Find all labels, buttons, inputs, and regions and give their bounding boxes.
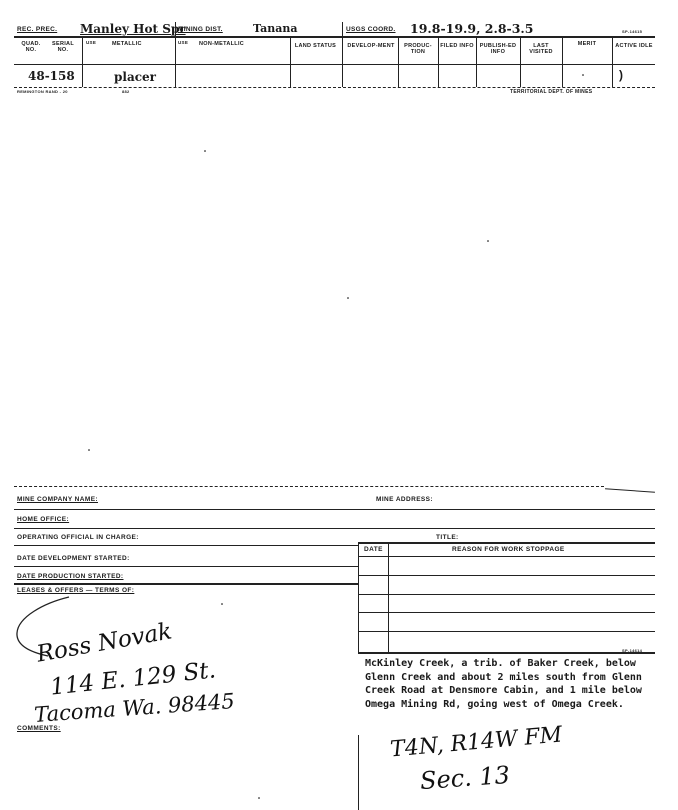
date-col-header: DATE bbox=[364, 546, 383, 553]
vline bbox=[175, 22, 176, 87]
table-rule bbox=[358, 594, 655, 595]
vline bbox=[562, 37, 563, 87]
usgs-value: 19.8-19.9, 2.8-3.5 bbox=[410, 21, 534, 36]
col-use: USE bbox=[86, 40, 97, 45]
col-production: PRODUC-TION bbox=[404, 43, 432, 55]
scan-speck bbox=[88, 449, 90, 451]
usgs-label: USGS COORD. bbox=[346, 26, 396, 33]
mine-address-label: MINE ADDRESS: bbox=[376, 496, 433, 503]
printer-label: REMINGTON RAND - 20 bbox=[17, 89, 68, 94]
vline bbox=[398, 37, 399, 87]
home-office-label: HOME OFFICE: bbox=[17, 516, 70, 523]
col-filed-info: FILED INFO bbox=[440, 43, 474, 49]
form-number-2: SP-14614 bbox=[622, 648, 643, 653]
column-rule bbox=[14, 64, 655, 65]
scan-speck bbox=[258, 797, 260, 799]
date-production-label: DATE PRODUCTION STARTED: bbox=[17, 573, 124, 580]
district-value: Tanana bbox=[253, 22, 298, 35]
col-development: DEVELOP-MENT bbox=[347, 43, 395, 49]
printer-code: 882 bbox=[122, 89, 130, 94]
col-serial-no: SERIAL NO. bbox=[52, 41, 74, 53]
mine-company-label: MINE COMPANY NAME: bbox=[17, 496, 98, 503]
scan-speck bbox=[487, 240, 489, 242]
record-metallic: placer bbox=[114, 70, 156, 84]
date-development-label: DATE DEVELOPMENT STARTED: bbox=[17, 555, 130, 562]
district-label: MINING DIST. bbox=[178, 26, 223, 33]
comment-divider bbox=[358, 735, 359, 810]
reason-col-header: REASON FOR WORK STOPPAGE bbox=[452, 546, 565, 553]
owner-name: Ross Novak bbox=[34, 618, 174, 668]
table-bottom-rule bbox=[358, 652, 655, 654]
owner-city: Tacoma Wa. 98445 bbox=[33, 689, 236, 727]
location-note: McKinley Creek, a trib. of Baker Creek, below Glenn Creek and about 2 miles south from Glenn Creek Road at Densmore Cabin, and 1 mile below Omega Mining Rd, going west of Omega Creek. bbox=[365, 658, 642, 710]
col-active-idle: ACTIVE IDLE bbox=[615, 43, 653, 49]
col-use-2: USE bbox=[178, 40, 189, 45]
col-last-visited: LAST VISITED bbox=[529, 43, 553, 55]
form-number: SP-14615 bbox=[622, 29, 643, 34]
top-dashed-rule bbox=[14, 486, 604, 487]
row-rule bbox=[14, 583, 358, 585]
leases-label: LEASES & OFFERS — TERMS OF: bbox=[17, 587, 135, 594]
vline bbox=[476, 37, 477, 87]
owner-street: 114 E. 129 St. bbox=[49, 657, 218, 701]
header-rule bbox=[14, 36, 655, 38]
row-rule bbox=[14, 528, 655, 529]
record-bottom-rule bbox=[14, 87, 655, 88]
col-non-metallic: NON-METALLIC bbox=[199, 41, 245, 47]
col-quad-no: QUAD. NO. bbox=[21, 41, 41, 53]
col-merit: MERIT bbox=[577, 41, 597, 47]
row-rule bbox=[14, 545, 358, 546]
row-rule bbox=[14, 566, 358, 567]
scan-speck bbox=[347, 297, 349, 299]
row-rule bbox=[14, 509, 655, 510]
table-left-border bbox=[358, 542, 359, 653]
title-label: TITLE: bbox=[436, 534, 459, 541]
vline bbox=[612, 37, 613, 87]
col-metallic: METALLIC bbox=[112, 41, 142, 47]
merit-mark bbox=[582, 74, 584, 76]
vline bbox=[82, 37, 83, 87]
col-land-status: LAND STATUS bbox=[294, 43, 337, 49]
table-rule bbox=[358, 575, 655, 576]
vline bbox=[290, 37, 291, 87]
scan-speck bbox=[204, 150, 206, 152]
section-number: Sec. 13 bbox=[419, 760, 511, 796]
operating-official-label: OPERATING OFFICIAL IN CHARGE: bbox=[17, 534, 139, 541]
idle-mark: ) bbox=[619, 68, 623, 82]
table-rule bbox=[358, 631, 655, 632]
table-rule bbox=[358, 612, 655, 613]
township-range: T4N, R14W FM bbox=[389, 722, 564, 763]
curled-edge bbox=[605, 488, 655, 492]
rec-prec-label: REC. PREC. bbox=[17, 26, 58, 33]
scan-speck bbox=[221, 603, 223, 605]
comments-label: COMMENTS: bbox=[17, 725, 61, 732]
vline bbox=[438, 37, 439, 87]
table-rule bbox=[358, 556, 655, 557]
department-label: TERRITORIAL DEPT. OF MINES bbox=[510, 89, 593, 95]
vline bbox=[520, 37, 521, 87]
rec-prec-value: Manley Hot Spr bbox=[80, 22, 186, 36]
vline bbox=[342, 22, 343, 87]
table-date-divider bbox=[388, 542, 389, 653]
record-quad-serial: 48-158 bbox=[28, 69, 75, 83]
title-rule bbox=[358, 542, 655, 544]
col-published-info: PUBLISH-ED INFO bbox=[479, 43, 517, 55]
